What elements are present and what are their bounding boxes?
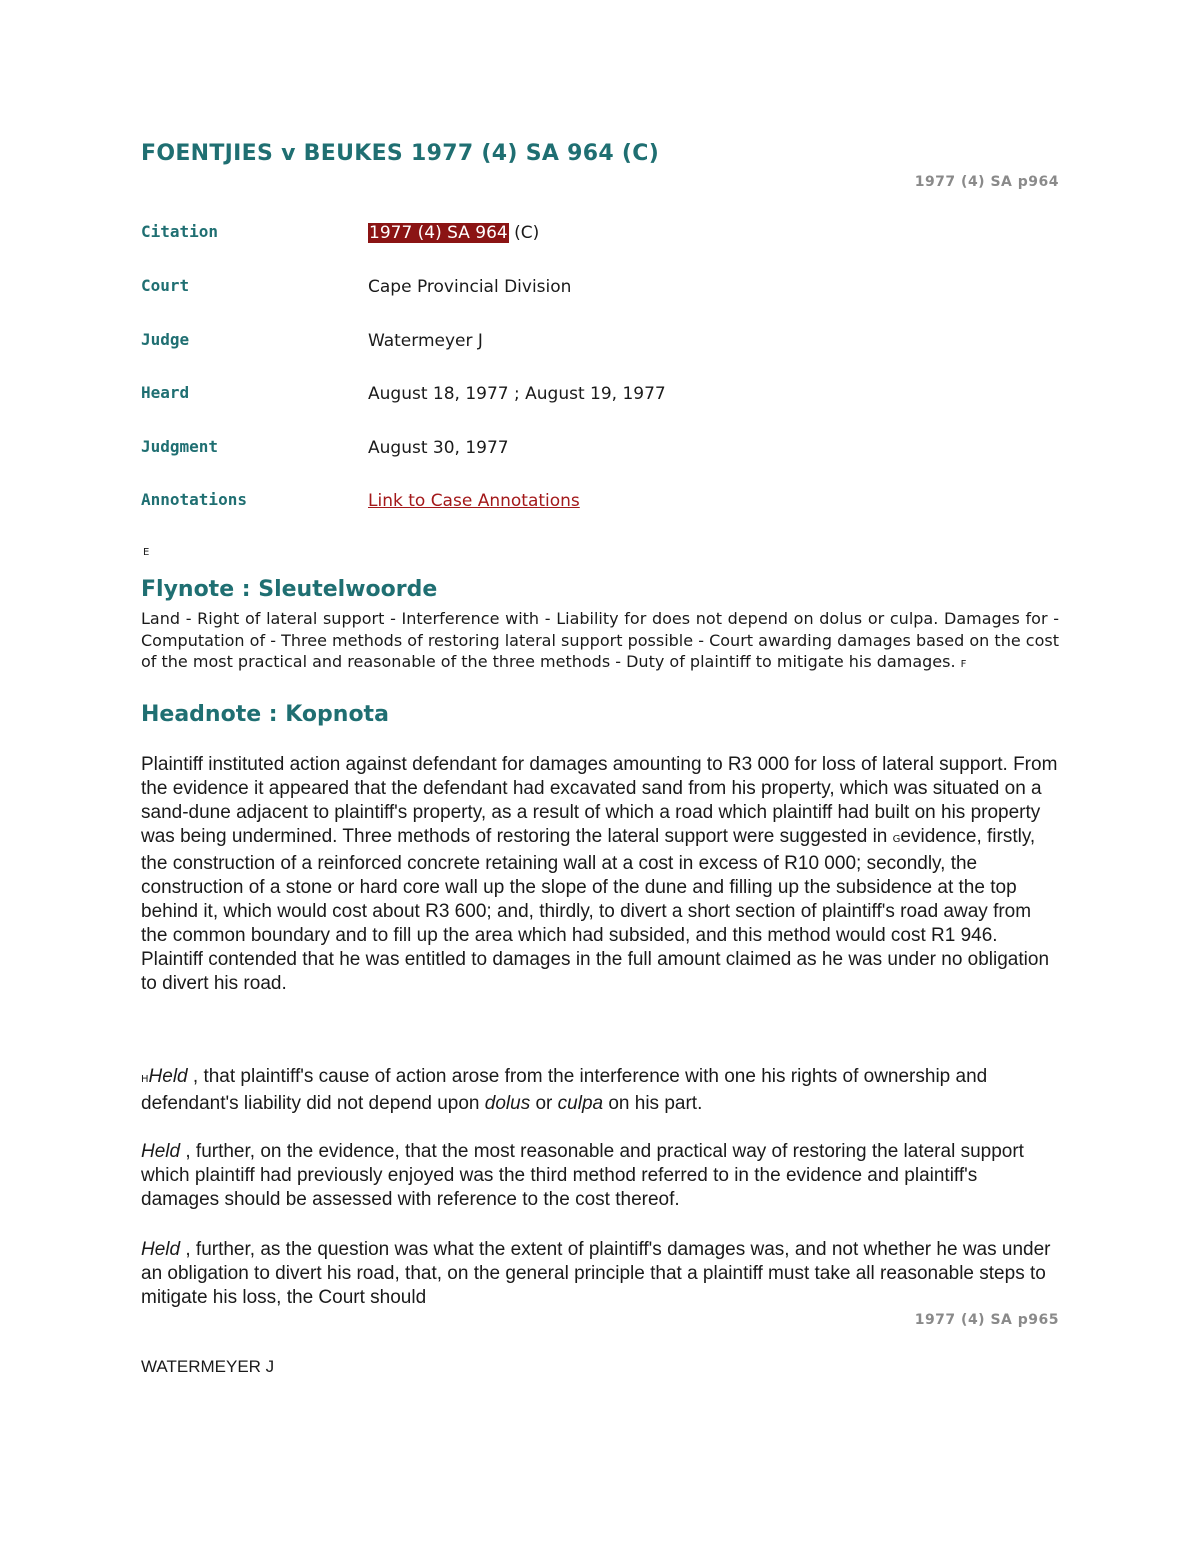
held-word: Held — [148, 1066, 188, 1087]
case-annotations-link[interactable]: Link to Case Annotations — [368, 491, 580, 511]
judge-label: Judge — [141, 330, 190, 349]
headnote-paragraph-3 — [141, 1140, 1059, 1212]
or-word: or — [530, 1093, 558, 1114]
court-label: Court — [141, 276, 190, 295]
page-reference-top: 1977 (4) SA p964 — [914, 174, 1059, 190]
headnote-heading: Headnote : Kopnota — [141, 702, 389, 727]
judgment-row — [141, 437, 1059, 467]
citation-highlight: 1977 (4) SA 964 — [369, 223, 508, 243]
case-title: FOENTJIES v BEUKES 1977 (4) SA 964 (C) — [141, 141, 660, 166]
headnote-para1-part-b: evidence, firstly, the construction of a reinforced concrete retaining wall at a cost in excess of R10 000; secondly, the construction of a stone or hard core wall up the slope of the dune and filling up the subsidence at the top behind it, which would cost about R3 600; and, thirdly, to divert a short section of plaintiff's road away from the common boundary and to fill up the area which had subsided, and this method would cost R1 946. Plaintiff contended that he was entitled to damages in the full amount claimed as he was under no obligation to divert his road. — [141, 826, 1050, 994]
held-word: Held — [141, 1239, 181, 1260]
headnote-para1-part-a: Plaintiff instituted action against defendant for damages amounting to R3 000 for loss of lateral support. From the evidence it appeared that the defendant had excavated sand from his property, which was situated on a sand-dune adjacent to plaintiff's property, as a result of which a road which plaintiff had built on his property was being undermined. Three methods of restoring the lateral support were suggested in — [141, 754, 1058, 847]
document-page — [141, 0, 1059, 1553]
headnote-para2-part-b: on his part. — [603, 1093, 703, 1114]
heard-row — [141, 383, 1059, 413]
margin-marker-f: F — [960, 659, 967, 670]
citation-value — [368, 223, 539, 243]
judgment-value: August 30, 1977 — [368, 438, 509, 458]
annotations-value — [368, 491, 580, 511]
court-value: Cape Provincial Division — [368, 277, 572, 297]
held-word: Held — [141, 1141, 181, 1162]
headnote-para2-part-a: , that plaintiff's cause of action arose from the interference with one his rights of ownership and defendant's liability did not depend upon — [141, 1066, 988, 1114]
flynote-heading: Flynote : Sleutelwoorde — [141, 577, 438, 602]
flynote-text — [141, 608, 1059, 676]
judge-row — [141, 330, 1059, 360]
headnote-paragraph-4 — [141, 1238, 1059, 1310]
heard-label: Heard — [141, 383, 190, 402]
judgment-author: WATERMEYER J — [141, 1357, 275, 1376]
headnote-para3-text: , further, on the evidence, that the most reasonable and practical way of restoring the lateral support which plaintiff had previously enjoyed was the third method referred to in the evidence and plaintiff's damages should be assessed with reference to the cost thereof. — [141, 1141, 1024, 1210]
citation-label: Citation — [141, 222, 219, 241]
margin-marker-e: E — [143, 547, 150, 558]
annotations-label: Annotations — [141, 490, 247, 509]
headnote-para4-text: , further, as the question was what the extent of plaintiff's damages was, and not whether he was under an obligation to divert his road, that, on the general principle that a plaintiff must take all reasonable steps to mitigate his loss, the Court should — [141, 1239, 1051, 1308]
culpa-word: culpa — [557, 1093, 604, 1114]
citation-row — [141, 222, 1059, 252]
dolus-word: dolus — [484, 1093, 531, 1114]
heard-value: August 18, 1977 ; August 19, 1977 — [368, 384, 666, 404]
flynote-body: Land - Right of lateral support - Interference with - Liability for does not depend on dolus or culpa. Damages for - Computation of - Three methods of restoring lateral support possible - Court awarding damages based on the cost of the most practical and reasonable of the three methods - Duty of plaintiff to mitigate his damages. — [141, 609, 1059, 671]
annotations-row — [141, 490, 1059, 520]
judge-value: Watermeyer J — [368, 331, 483, 351]
citation-suffix: (C) — [508, 223, 540, 243]
margin-marker-h: H — [141, 1074, 149, 1085]
headnote-paragraph-2 — [141, 1065, 1059, 1116]
headnote-paragraph-1 — [141, 753, 1059, 996]
court-row — [141, 276, 1059, 306]
judgment-label: Judgment — [141, 437, 219, 456]
margin-marker-g: G — [892, 834, 901, 845]
page-reference-bottom: 1977 (4) SA p965 — [914, 1312, 1059, 1328]
